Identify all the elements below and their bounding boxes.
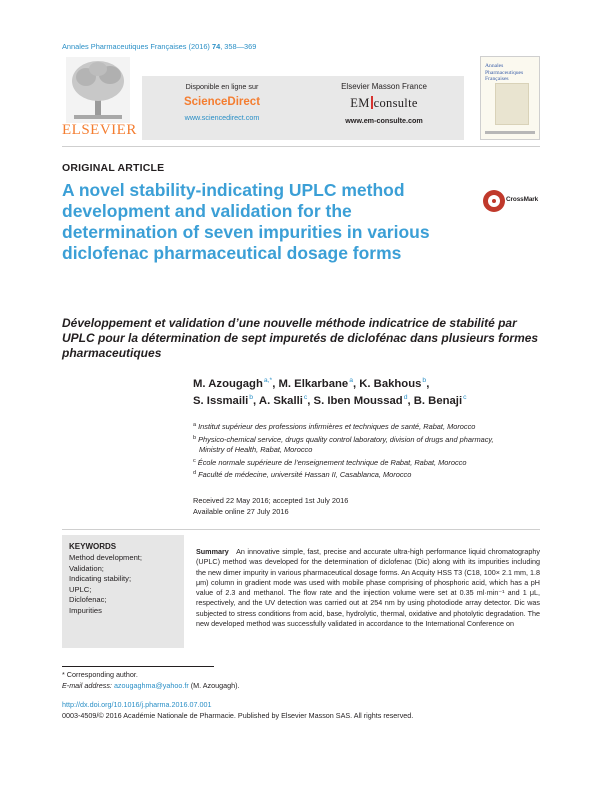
corresponding-author-note: * Corresponding author. xyxy=(62,670,138,679)
abstract-label: Summary xyxy=(196,547,229,556)
author-separator: , xyxy=(307,395,314,407)
available-online-date: Available online 27 July 2016 xyxy=(193,506,289,516)
article-type-label: ORIGINAL ARTICLE xyxy=(62,162,165,174)
author-name[interactable]: M. Azougagh xyxy=(193,378,263,390)
email-note xyxy=(62,681,240,692)
copyright-line: 0003-4509/© 2016 Académie Nationale de Pharmacie. Published by Elsevier Masson SAS. All rights reserved. xyxy=(62,710,414,720)
author-name[interactable]: S. Issmaili xyxy=(193,395,249,407)
emconsulte-panel xyxy=(304,76,464,125)
keyword-item: Method development; xyxy=(69,553,143,562)
author-name[interactable]: K. Bakhous xyxy=(359,378,422,390)
author-affiliation-marker[interactable]: b xyxy=(249,394,254,401)
header-divider xyxy=(62,146,540,147)
cover-footer-bar xyxy=(485,131,535,134)
journal-pages: , 358—369 xyxy=(220,42,257,51)
elsevier-wordmark: ELSEVIER xyxy=(62,122,137,138)
sciencedirect-panel xyxy=(142,76,302,122)
author-name[interactable]: S. Iben Moussad xyxy=(313,395,403,407)
author-affiliation-marker[interactable]: d xyxy=(403,394,408,401)
affiliation-text: École normale supérieure de l’enseignement technique de Rabat, Rabat, Morocco xyxy=(197,457,467,467)
doi-copyright xyxy=(62,700,413,721)
keywords-heading: KEYWORDS xyxy=(69,542,117,551)
emconsulte-consulte: consulte xyxy=(373,96,418,110)
author-affiliation-marker[interactable]: a xyxy=(349,377,353,384)
affiliation-item xyxy=(193,468,543,481)
journal-cover-thumbnail[interactable] xyxy=(480,56,540,140)
author-separator: , xyxy=(352,378,360,390)
article-history xyxy=(193,496,348,517)
affiliation-item xyxy=(193,433,543,446)
emconsulte-divider xyxy=(371,96,373,109)
author-name[interactable]: B. Benaji xyxy=(413,395,463,407)
abstract xyxy=(196,547,540,629)
crossmark-button[interactable] xyxy=(483,190,539,216)
emconsulte-link[interactable]: www.em-consulte.com xyxy=(345,116,423,125)
keyword-item: Impurities xyxy=(69,605,102,615)
affiliation-marker: c xyxy=(193,457,196,464)
elsevier-tree-icon xyxy=(66,57,130,123)
crossmark-icon xyxy=(483,190,505,212)
emconsulte-logo[interactable] xyxy=(304,96,464,111)
author-separator: , xyxy=(253,395,259,407)
author-affiliation-marker[interactable]: c xyxy=(303,394,308,401)
author-name[interactable]: A. Skalli xyxy=(258,395,303,407)
availability-banner xyxy=(142,76,464,140)
affiliation-item xyxy=(193,456,543,469)
emconsulte-em: EM xyxy=(350,96,370,110)
keywords-list xyxy=(69,553,142,616)
available-online-label: Disponible en ligne sur xyxy=(185,82,259,91)
cover-art-image xyxy=(495,83,529,125)
keyword-item: Diclofenac; xyxy=(69,595,107,604)
section-divider xyxy=(62,529,540,530)
journal-citation-prefix: Annales Pharmaceutiques Françaises (2016) xyxy=(62,42,210,51)
footnotes xyxy=(62,670,240,691)
cover-title: Annales Pharmaceutiques Françaises xyxy=(485,63,524,82)
author-separator: , xyxy=(272,378,279,390)
journal-volume: 74 xyxy=(211,42,221,51)
author-affiliation-marker[interactable]: a,* xyxy=(263,377,273,384)
author-list-line-1 xyxy=(193,377,429,390)
author-affiliation-marker[interactable]: c xyxy=(463,394,467,401)
keyword-item: Validation; xyxy=(69,563,104,573)
footnote-divider xyxy=(62,666,214,667)
article-title: A novel stability-indicating UPLC method development and validation for the determination of seven impurities in various diclofenac pharmaceutical dosage forms xyxy=(62,180,430,263)
abstract-text: An innovative simple, fast, precise and accurate ultra-high performance liquid chromatography (UPLC) method was developed for the determination of diclofenac (Dic) along with its impurities including the new dimer impurity in various pharmaceutical dosage forms. An Acquity HSS T3 (C18, 100× 2.1 mm, 1.8 μm) column in gradient mode was used with mobile phase comprising of phosphoric acid, which has a pH value of 2.3 and methanol. The flow rate and the injection volume were set at 0.35 ml·min⁻¹ and 1 μL, respectively, and the UV detection was carried out at 254 nm by using photodiode array detector. Dic was subjected to stress conditions from acid, base, hydrolytic, thermal, oxidative and photolytic degradation. The new developed method was successfully validated in accordance to the International Conference on xyxy=(196,547,540,629)
article-subtitle-french: Développement et validation d’une nouvelle méthode indicatrice de stabilité par UPLC pour la détermination de sept impuretés de diclofénac dans plusieurs formes pharmaceutiques xyxy=(62,316,539,360)
email-label: E-mail address: xyxy=(62,680,112,690)
publisher-label: Elsevier Masson France xyxy=(341,82,427,91)
author-list-line-2 xyxy=(193,394,467,407)
author-name[interactable]: M. Elkarbane xyxy=(278,378,349,390)
affiliations xyxy=(193,420,543,481)
affiliation-marker: b xyxy=(193,434,197,441)
author-email-link[interactable]: azougaghma@yahoo.fr xyxy=(113,680,189,690)
affiliation-item xyxy=(193,420,543,433)
crossmark-label: CrossMark xyxy=(506,196,539,203)
journal-citation[interactable] xyxy=(62,42,256,51)
doi-link[interactable]: http://dx.doi.org/10.1016/j.pharma.2016.07.001 xyxy=(62,700,212,709)
author-separator: , xyxy=(426,378,430,390)
keyword-item: UPLC; xyxy=(69,584,92,594)
affiliation-text-continued: Ministry of Health, Rabat, Morocco xyxy=(199,445,313,454)
sciencedirect-logo[interactable]: ScienceDirect xyxy=(183,96,261,108)
author-affiliation-marker[interactable]: b xyxy=(422,377,427,384)
keywords-panel xyxy=(62,535,184,648)
affiliation-text: Physico-chemical service, drugs quality control laboratory, division of drugs and pharmacy, xyxy=(198,434,494,444)
sciencedirect-link[interactable]: www.sciencedirect.com xyxy=(184,113,260,122)
keyword-item: Indicating stability; xyxy=(69,574,132,583)
author-separator: , xyxy=(407,395,414,407)
affiliation-marker: d xyxy=(193,470,197,476)
affiliation-text: Institut supérieur des professions infirmières et techniques de santé, Rabat, Morocco xyxy=(198,422,476,431)
affiliation-marker: a xyxy=(193,422,197,428)
email-suffix: (M. Azougagh). xyxy=(190,680,240,690)
affiliation-text: Faculté de médecine, université Hassan II, Casablanca, Morocco xyxy=(198,470,412,479)
received-accepted-dates: Received 22 May 2016; accepted 1st July 2016 xyxy=(193,496,349,505)
